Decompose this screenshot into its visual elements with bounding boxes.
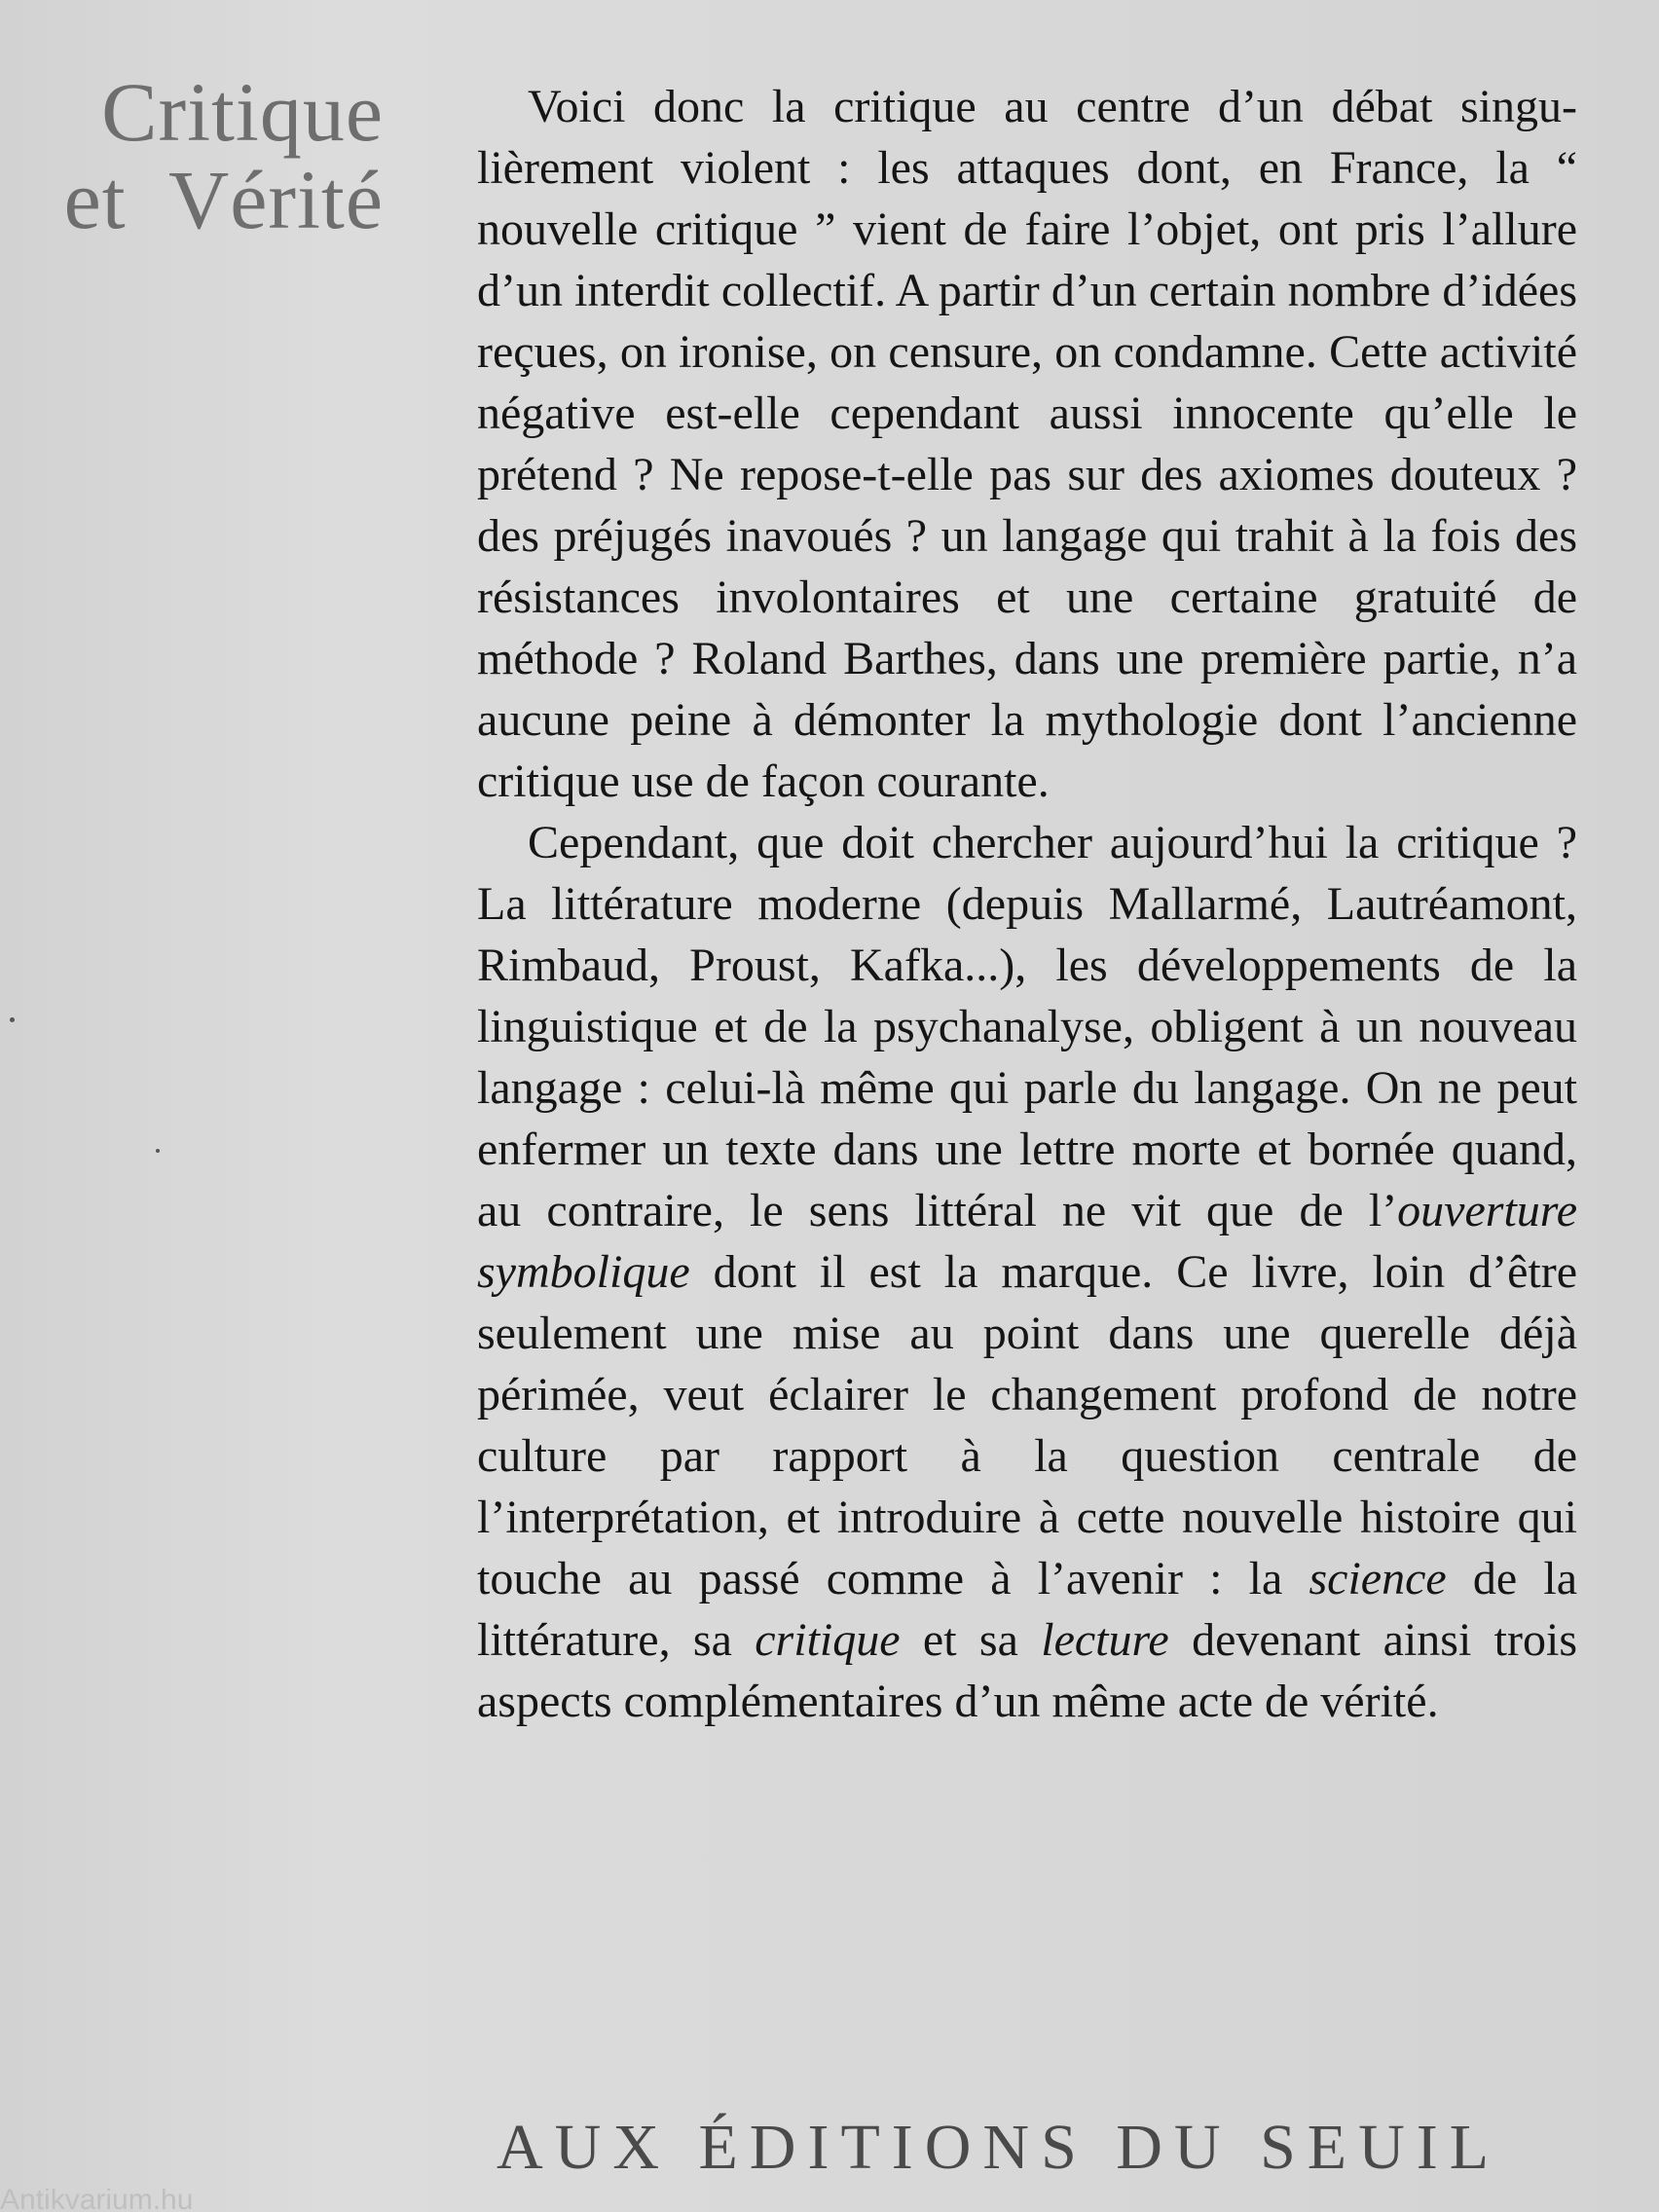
publisher-imprint: AUX ÉDITIONS DU SEUIL (497, 2112, 1501, 2183)
paper-speck (156, 1149, 160, 1153)
blurb-paragraph-1 (477, 76, 1577, 812)
paragraph-2-italic-segment: lecture (1041, 1614, 1169, 1666)
paragraph-2-segment: dont il est la marque. Ce livre, loin d’être seulement une mise au point dans une querelle déjà périmée, veut éclairer le changement profond de notre culture par rapport à la question centrale de l’interprétation, et introduire à cette nouvelle histoire qui touche au passé comme à l’avenir : la (477, 1246, 1577, 1604)
paragraph-2-segment: Cependant, que doit chercher aujourd’hui la critique ? La littérature moderne (depuis Mallarmé, Lautréamont, Rimbaud, Proust, Kafka...), les développements de la linguistique et de la psychanalyse, obligent à un nouveau langage : celui-là même qui parle du langage. On ne peut enfermer un texte dans une lettre morte et bornée quand, au contraire, le sens littéral ne vit que de l’ (477, 817, 1577, 1236)
blurb-text (477, 76, 1577, 1732)
paragraph-2-segment: devenant ainsi trois aspects complémentaires d’un même acte de vérité. (477, 1614, 1578, 1727)
blurb-paragraph-2 (477, 812, 1577, 1732)
paragraph-1-segment: Voici donc la critique au centre d’un débat singulièrement violent : les attaques dont, en France, la “ nouvelle critique ” vient de faire l’objet, ont pris l’allure d’un interdit collectif. A partir d’un certain nombre d’idées reçues, on ironise, on censure, on condamne. Cette activité négative est-elle cependant aussi innocente qu’elle le prétend ? Ne repose-t-elle pas sur des axiomes douteux ? des préjugés inavoués ? un langage qui trahit à la fois des résistances involontaires et une certaine gratuité de méthode ? Roland Barthes, dans une première partie, n’a aucune peine à démonter la mythologie dont l’ancienne critique use de façon courante. (477, 81, 1577, 807)
watermark-fragment: Antikvarium.hu (0, 2189, 194, 2212)
paragraph-2-italic-segment: science (1309, 1553, 1447, 1604)
paragraph-2-segment: de la littérature, sa (477, 1553, 1578, 1666)
paragraph-2-segment: et sa (900, 1614, 1042, 1666)
paper-speck (10, 1017, 15, 1022)
title-line-2: et Vérité (63, 153, 384, 246)
book-title (63, 65, 384, 246)
title-line-1: Critique (101, 65, 384, 159)
paragraph-2-italic-segment: ouverture symbolique (477, 1185, 1577, 1298)
paragraph-2-italic-segment: critique (755, 1614, 901, 1666)
